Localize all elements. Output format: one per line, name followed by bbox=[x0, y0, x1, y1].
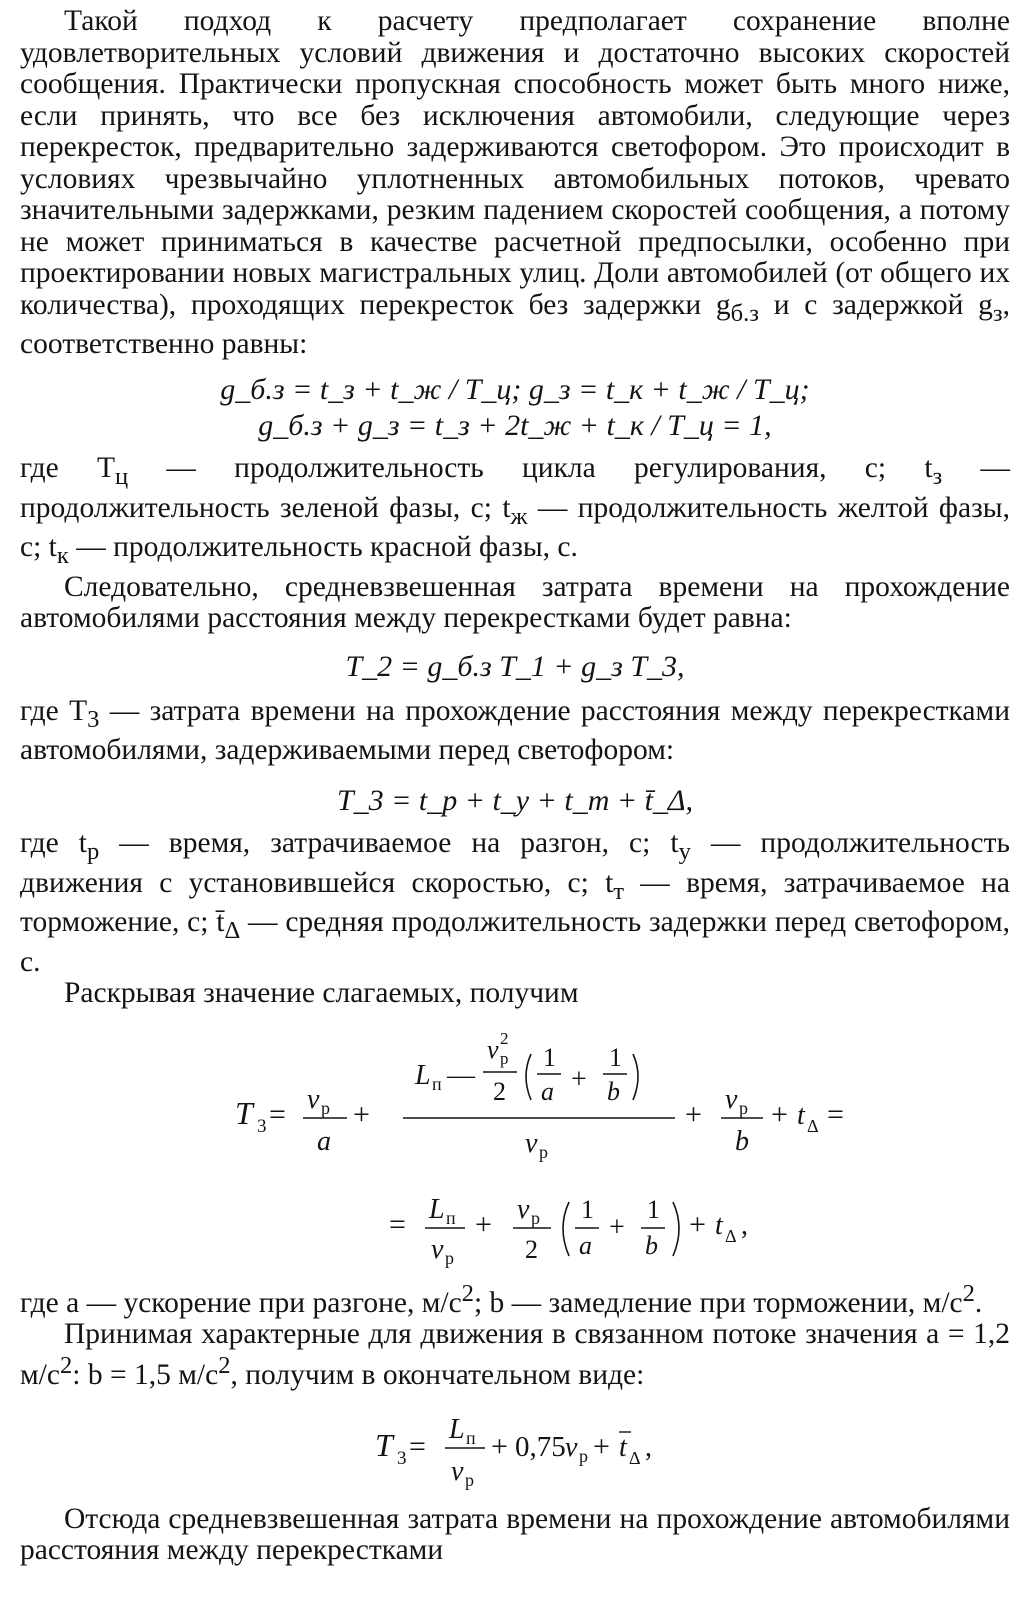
plus-sign: + bbox=[491, 1429, 508, 1463]
paragraph-4 bbox=[20, 696, 1010, 767]
num-1: 1 bbox=[543, 1042, 556, 1072]
sub-r: р bbox=[531, 1207, 540, 1228]
comma: , bbox=[741, 1209, 748, 1241]
text-run: — время, затрачиваемое на разгон, с; t bbox=[99, 827, 679, 860]
den-b: b bbox=[735, 1125, 749, 1157]
eq-sign: = bbox=[409, 1429, 426, 1463]
den-b: b bbox=[645, 1230, 658, 1260]
minus-sign: — bbox=[447, 1059, 475, 1091]
subscript: б.з bbox=[730, 299, 759, 327]
plus-sign: + bbox=[609, 1211, 625, 1243]
paragraph-2 bbox=[20, 453, 1010, 571]
den-2: 2 bbox=[493, 1076, 506, 1106]
sub-p: п bbox=[446, 1207, 456, 1228]
paragraph-8 bbox=[20, 1319, 1010, 1392]
eq-sign: = bbox=[389, 1207, 406, 1241]
subscript: Δ bbox=[224, 917, 241, 945]
subscript: к bbox=[56, 542, 69, 570]
paragraph-9: Отсюда средневзвешенная затрата времени на прохождение автомобилями расстояния между перекрестками bbox=[20, 1502, 1010, 1567]
den-v: v bbox=[431, 1233, 444, 1265]
eq-sign: = bbox=[269, 1097, 286, 1131]
text-run: — продолжительность желтой фазы, с; t bbox=[20, 491, 1010, 564]
text-run: , соответственно равны: bbox=[20, 288, 1010, 360]
sym-T: T bbox=[235, 1094, 253, 1131]
text-run: ; b — замедление при торможении, м/с bbox=[473, 1286, 963, 1319]
sub-r: р bbox=[465, 1469, 474, 1490]
sub-3: 3 bbox=[257, 1115, 267, 1137]
plus-sign: + bbox=[689, 1207, 706, 1241]
eq-sign: = bbox=[827, 1097, 844, 1131]
sub-p: п bbox=[466, 1427, 476, 1448]
text-run: и с задержкой g bbox=[759, 288, 993, 321]
sub-delta: Δ bbox=[807, 1115, 819, 1136]
sym-t: t bbox=[797, 1099, 805, 1131]
text-run: — продолжительность зеленой фазы, с; t bbox=[20, 452, 1011, 524]
paragraph-7 bbox=[20, 1278, 1010, 1319]
paragraph-6: Раскрывая значение слагаемых, получим bbox=[64, 977, 579, 1010]
den-a: a bbox=[579, 1230, 592, 1260]
document-page bbox=[20, 6, 1010, 1567]
plus-sign: + bbox=[571, 1063, 587, 1095]
sup-2: 2 bbox=[500, 1028, 509, 1048]
text-run: — средняя продолжительность задержки перед светофором, с. bbox=[20, 906, 1010, 978]
sym-t: t bbox=[715, 1209, 723, 1241]
text-run: где T bbox=[20, 695, 88, 728]
text-run: Такой подход к расчету предполагает сохранение вполне удовлетворительных условий движения и достаточно высоких скоростей сообщения. Практически пропускная способность может быть много ниже, если принять, что все без исключения автомобили, следующие через перекресток, предварительно задерживаются светофором. Это происходит в условиях чрезвычайно уплотненных автомобильных потоков, чревато значительными задержками, резким падением скоростей сообщения, а потому не может приниматься в качестве расчетной предпосылки, особенно при проектировании новых магистральных улиц. Доли автомобилей (от общего их количества), проходящих перекресток без задержки g bbox=[20, 5, 1010, 321]
den-a: a bbox=[317, 1125, 331, 1157]
text-run: . bbox=[974, 1286, 983, 1319]
subscript: ц bbox=[115, 463, 129, 491]
den-v: v bbox=[451, 1455, 464, 1487]
sub-delta: Δ bbox=[629, 1447, 641, 1468]
den-a: a bbox=[541, 1076, 554, 1106]
subscript: з bbox=[992, 299, 1003, 327]
subscript: з bbox=[932, 463, 943, 491]
formula-4: T_3 = t_р + t_у + t_т + t̄_Δ, bbox=[336, 783, 694, 817]
sub-p: п bbox=[432, 1073, 442, 1094]
num-1: 1 bbox=[609, 1042, 622, 1072]
sub-r: р bbox=[500, 1048, 509, 1068]
sub-r: р bbox=[321, 1097, 330, 1118]
subscript: р bbox=[86, 838, 100, 866]
sub-r: р bbox=[445, 1247, 454, 1268]
formula-2: g_б.з + g_з = t_з + 2t_ж + t_к / T_ц = 1, bbox=[258, 408, 772, 442]
num-v: v bbox=[517, 1193, 530, 1225]
sub-r: р bbox=[739, 1097, 748, 1118]
text-run: где a — ускорение при разгоне, м/с bbox=[20, 1286, 462, 1319]
coef: 0,75 bbox=[515, 1430, 566, 1463]
superscript: 2 bbox=[962, 1279, 975, 1307]
sub-r: р bbox=[539, 1141, 548, 1162]
sym-L: L bbox=[415, 1059, 431, 1091]
num-v: v bbox=[725, 1083, 738, 1115]
plus-sign: + bbox=[685, 1097, 702, 1131]
text-run: Принимая характерные для движения в связанном потоке значения a = 1,2 м/с bbox=[20, 1317, 1010, 1392]
subscript: у bbox=[678, 838, 691, 866]
formula-7 bbox=[85, 1406, 945, 1490]
text-run: — продолжительность красной фазы, с. bbox=[68, 531, 578, 564]
sym-v: v bbox=[487, 1034, 499, 1064]
sym-T: T bbox=[375, 1426, 393, 1463]
text-run: где T bbox=[20, 452, 116, 485]
formula-1: g_б.з = t_з + t_ж / T_ц; g_з = t_к + t_ж / T_ц; bbox=[220, 373, 810, 407]
superscript: 2 bbox=[59, 1352, 73, 1380]
text-run: , получим в окончательном виде: bbox=[230, 1359, 645, 1392]
num-L: L bbox=[449, 1413, 465, 1445]
subscript: 3 bbox=[87, 705, 100, 733]
num-1: 1 bbox=[647, 1194, 660, 1224]
sub-3: 3 bbox=[397, 1447, 407, 1469]
text-run: — продолжительность цикла регулирования, с; t bbox=[128, 452, 933, 485]
text-run: — затрата времени на прохождение расстояния между перекрестками автомобилями, задерживаемыми перед светофором: bbox=[20, 695, 1010, 767]
num-L: L bbox=[429, 1193, 445, 1225]
formula-3: T_2 = g_б.з T_1 + g_з T_3, bbox=[345, 649, 685, 683]
sub-r: р bbox=[579, 1445, 588, 1466]
comma: , bbox=[645, 1431, 652, 1463]
den-b: b bbox=[607, 1076, 620, 1106]
subscript: т bbox=[613, 877, 625, 905]
den-2: 2 bbox=[525, 1234, 538, 1264]
text-run: — продолжительность движения с установившейся скоростью, с; t bbox=[20, 827, 1010, 899]
subscript: ж bbox=[510, 502, 528, 530]
num-1: 1 bbox=[581, 1194, 594, 1224]
plus-sign: + bbox=[771, 1097, 788, 1131]
formula-6 bbox=[85, 1188, 945, 1268]
sub-delta: Δ bbox=[725, 1225, 737, 1246]
sym-t: t bbox=[619, 1431, 627, 1463]
plus-sign: + bbox=[475, 1207, 492, 1241]
text-run: — время, затрачиваемое на торможение, с; t̄ bbox=[20, 866, 1010, 939]
plus-sign: + bbox=[353, 1097, 370, 1131]
plus-sign: + bbox=[593, 1429, 610, 1463]
superscript: 2 bbox=[461, 1279, 474, 1307]
paragraph-5 bbox=[20, 828, 1010, 978]
paragraph-1 bbox=[20, 6, 1010, 360]
den-v: v bbox=[525, 1127, 538, 1159]
num-v: v bbox=[307, 1083, 320, 1115]
formula-5 bbox=[85, 1028, 945, 1178]
paragraph-3: Следовательно, средневзвешенная затрата времени на прохождение автомобилями расстояния между перекрестками будет равна: bbox=[20, 570, 1010, 635]
text-run: где t bbox=[20, 827, 87, 860]
text-run: : b = 1,5 м/с bbox=[72, 1359, 219, 1392]
superscript: 2 bbox=[218, 1352, 231, 1380]
sym-v: v bbox=[565, 1431, 578, 1463]
